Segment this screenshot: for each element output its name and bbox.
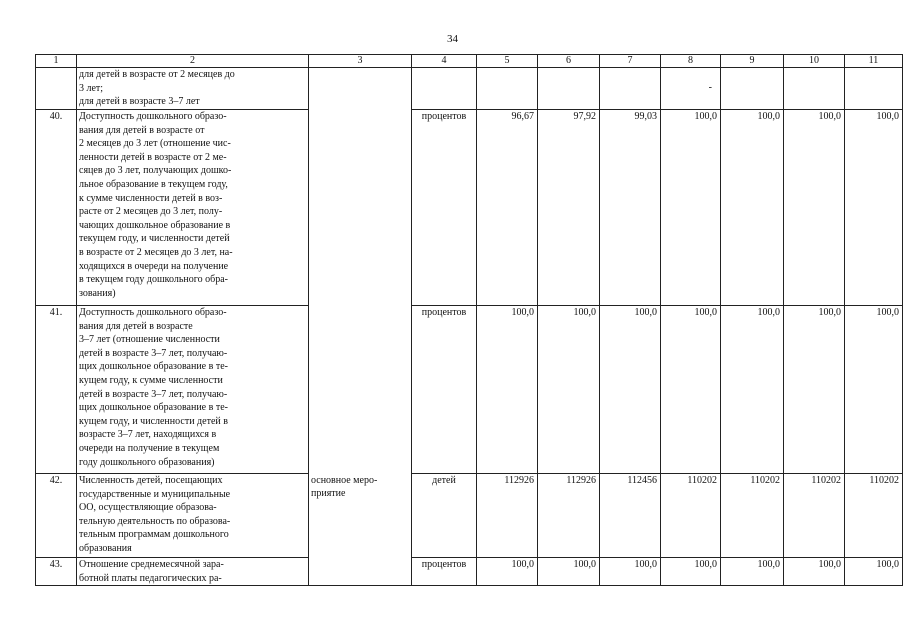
page-number: 34 [447, 33, 458, 45]
header-cell: 3 [309, 55, 412, 68]
value-cell: 100,0 [845, 306, 903, 474]
value-cell: 100,0 [721, 110, 784, 306]
indicators-table [35, 54, 903, 586]
value-cell: 100,0 [661, 110, 721, 306]
value-cell: 100,0 [477, 558, 538, 586]
header-cell: 1 [36, 55, 77, 68]
indicator-text: Доступность дошкольного образо- вания для детей в возрасте от 2 месяцев до 3 лет (отношение чис- ленности детей в возрасте от 2 ме- сяцев до 3 лет, получающих дошко- льное образование в текущем году, к сумме численности детей в воз- расте от 2 месяцев до 3 лет, полу- чающих дошкольное образование в текущем году, и численности детей в возрасте от 2 месяцев до 3 лет, на- ходящихся в очереди на получение в текущем году дошкольного обра- зования) [79, 111, 233, 299]
row-number: 41. [36, 306, 77, 474]
value-cell: 100,0 [784, 110, 845, 306]
value-cell: 112456 [600, 474, 661, 558]
value-cell: 100,0 [784, 306, 845, 474]
table-row [36, 558, 903, 586]
table-row [36, 110, 903, 306]
value-cell: 100,0 [661, 306, 721, 474]
value-cell: 100,0 [784, 558, 845, 586]
value-cell: 100,0 [721, 558, 784, 586]
header-cell: 10 [784, 55, 845, 68]
value-cell: 110202 [661, 474, 721, 558]
header-cell: 11 [845, 55, 903, 68]
table-row [36, 306, 903, 474]
value-cell: 112926 [477, 474, 538, 558]
value-cell: 110202 [845, 474, 903, 558]
header-cell: 8 [661, 55, 721, 68]
value-cell: 100,0 [477, 306, 538, 474]
row-number: 43. [36, 558, 77, 586]
header-cell: 2 [77, 55, 309, 68]
unit-cell: процентов [412, 558, 477, 586]
header-cell: 9 [721, 55, 784, 68]
indicator-text: Отношение среднемесячной зара- ботной платы педагогических ра- [79, 559, 224, 584]
table-row [36, 474, 903, 558]
unit-cell: детей [412, 474, 477, 558]
header-cell: 4 [412, 55, 477, 68]
value-cell: 100,0 [721, 306, 784, 474]
unit-cell: процентов [412, 306, 477, 474]
value-cell: 112926 [538, 474, 600, 558]
value-cell: 100,0 [845, 110, 903, 306]
row-number: 40. [36, 110, 77, 306]
value-cell: 100,0 [661, 558, 721, 586]
value-cell: 110202 [721, 474, 784, 558]
header-cell: 7 [600, 55, 661, 68]
indicator-text: Численность детей, посещающих государственные и муниципальные ОО, осуществляющие образова- тельную деятельность по образова- тельным программам дошкольного образования [79, 475, 231, 554]
value-cell: 110202 [784, 474, 845, 558]
value-cell: 99,03 [600, 110, 661, 306]
header-cell: 6 [538, 55, 600, 68]
header-cell: 5 [477, 55, 538, 68]
unit-cell: процентов [412, 110, 477, 306]
table-row [36, 68, 903, 110]
value-cell: 100,0 [538, 558, 600, 586]
row-number: 42. [36, 474, 77, 558]
value-cell: 100,0 [600, 558, 661, 586]
indicator-text: Доступность дошкольного образо- вания для детей в возрасте 3–7 лет (отношение численности детей в возрасте 3–7 лет, получаю- щих дошкольное образование в те- кущем году, к сумме численности детей в возрасте 3–7 лет, получаю- щих дошкольное образование в те- кущем году, и численности детей в возрасте 3–7 лет, находящихся в очереди на получение в текущем году дошкольного образования) [79, 307, 228, 468]
value-cell: 97,92 [538, 110, 600, 306]
activity-type: основное меро- приятие [311, 474, 378, 500]
value-cell: 96,67 [477, 110, 538, 306]
value-cell: 100,0 [845, 558, 903, 586]
indicator-text: для детей в возрасте от 2 месяцев до 3 лет; для детей в возрасте 3–7 лет [79, 69, 235, 108]
value-cell: 100,0 [538, 306, 600, 474]
value-cell: - [708, 82, 712, 93]
header-row [36, 55, 903, 68]
value-cell: 100,0 [600, 306, 661, 474]
